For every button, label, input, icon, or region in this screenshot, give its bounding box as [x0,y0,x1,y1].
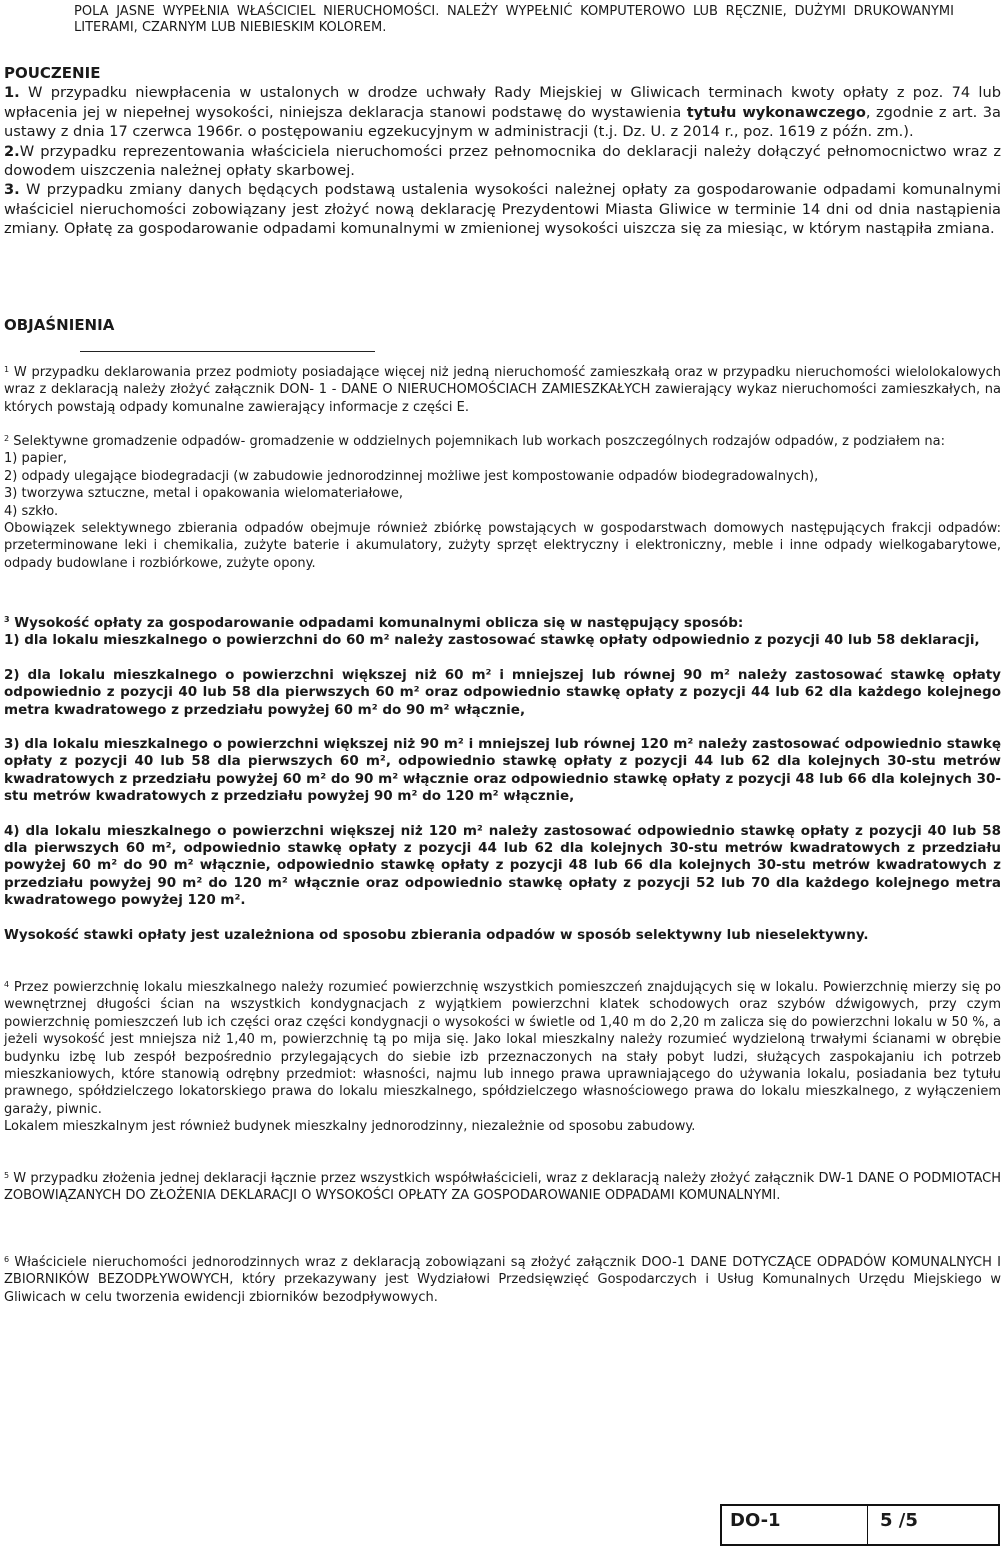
objasnienia-heading: OBJAŚNIENIA [4,316,115,334]
rate-rule-2: 2) dla lokalu mieszkalnego o powierzchni większej niż 60 m² i mniejszej lub równej 90 m² należy zastosować stawkę opłaty odpowiednio z pozycji 40 lub 58 dla pierwszych 60 m² oraz odpowiednio stawkę opłaty z pozycji 44 lub 62 dla każdego kolejnego metra kwadratowego z przedziału powyżej 60 m² do 90 m² włącznie, [4,666,1001,718]
rate-rule-4: 4) dla lokalu mieszkalnego o powierzchni większej niż 120 m² należy zastosować odpowiednio stawkę opłaty z pozycji 40 lub 58 dla pierwszych 60 m², odpowiednio stawkę opłaty z pozycji 44 lub 62 dla kolejnych 30-stu metrów kwadratowych z przedziału powyżej 60 m² do 90 m² włącznie, odpowiednio stawkę opłaty z pozycji 48 lub 66 dla kolejnych 30-stu metrów kwadratowych z przedziału powyżej 90 m² do 120 m² włącznie oraz odpowiednio stawkę opłaty z pozycji 52 lub 70 dla każdego kolejnego metra kwadratowego powyżej 120 m². [4,822,1001,909]
list-item: 4) szkło. [4,503,59,519]
rate-rule-1: 1) dla lokalu mieszkalnego o powierzchni do 60 m² należy zastosować stawkę opłaty odpowiednio z pozycji 40 lub 58 deklaracji, [4,632,980,649]
form-code: DO-1 [722,1506,868,1544]
rate-rule-3: 3) dla lokalu mieszkalnego o powierzchni większej niż 90 m² i mniejszej lub równej 120 m² należy zastosować odpowiednio stawkę opłaty z pozycji 40 lub 58 dla pierwszych 60 m², odpowiednio stawkę opłaty z pozycji 44 lub 62 dla kolejnych 30-stu metrów kwadratowych z przedziału powyżej 60 m² do 90 m² włącznie oraz odpowiednio stawkę opłaty z pozycji 48 lub 66 dla kolejnych 30-stu metrów kwadratowych z przedziału powyżej 90 m² do 120 m² włącznie, [4,736,1001,805]
pouczenie-section [4,64,1001,239]
list-item: 3) tworzywa sztuczne, metal i opakowania wielomateriałowe, [4,486,403,502]
pouczenie-item-2: 2.W przypadku reprezentowania właściciela nieruchomości przez pełnomocnika do deklaracji należy dołączyć pełnomocnictwo wraz z dowodem uiszczenia należnej opłaty skarbowej. [4,142,1001,180]
rate-closing-note: Wysokość stawki opłaty jest uzależniona od sposobu zbierania odpadów w sposób selektywny lub nieselektywny. [4,926,869,943]
footnote-3: $^3$ Wysokość opłaty za gospodarowanie odpadami komunalnymi oblicza się w następujący sposób: 1) dla lokalu mieszkalnego o powierzchni do 60 m² należy zastosować stawkę opłaty odpowiednio z pozycji 40 lub 58 deklaracji, 2) dla lokalu mieszkalnego o powierzchni większej niż 60 m² i mniejszej lub równej 90 m² należy zastosować stawkę opłaty odpowiednio z pozycji 40 lub 58 dla pierwszych 60 m² oraz odpowiednio stawkę opłaty z pozycji 44 lub 62 dla każdego kolejnego metra kwadratowego z przedziału powyżej 60 m² do 90 m² włącznie, 3) dla lokalu mieszkalnego o powierzchni większej niż 90 m² i mniejszej lub równej 120 m² należy zastosować odpowiednio stawkę opłaty z pozycji 40 lub 58 dla pierwszych 60 m², odpowiednio stawkę opłaty z pozycji 44 lub 62 dla kolejnych 30-stu metrów kwadratowych z przedziału powyżej 60 m² do 90 m² włącznie oraz odpowiednio stawkę opłaty z pozycji 48 lub 66 dla kolejnych 30-stu metrów kwadratowych z przedziału powyżej 90 m² do 120 m² włącznie, 4) dla lokalu mieszkalnego o powierzchni większej niż 120 m² należy zastosować odpowiednio stawkę opłaty z pozycji 40 lub 58 dla pierwszych 60 m², odpowiednio stawkę opłaty z pozycji 44 lub 62 dla kolejnych 30-stu metrów kwadratowych z przedziału powyżej 60 m² do 90 m² włącznie, odpowiednio stawkę opłaty z pozycji 48 lub 66 dla kolejnych 30-stu metrów kwadratowych z przedziału powyżej 90 m² do 120 m² włącznie oraz odpowiednio stawkę opłaty z pozycji 52 lub 70 dla każdego kolejnego metra kwadratowego powyżej 120 m². Wysokość stawki opłaty jest uzależniona od sposobu zbierania odpadów w sposób selektywny lub nieselektywny. [4,615,1001,943]
page-footer-box [720,1504,1000,1546]
footnote-5: $^5$ W przypadku złożenia jednej deklaracji łącznie przez wszystkich współwłaścicieli, wraz z deklaracją należy złożyć załącznik DW-1 DANE O PODMIOTACH ZOBOWIĄZANYCH DO ZŁOŻENIA DEKLARACJI O WYSOKOŚCI OPŁATY ZA GOSPODAROWANIE ODPADAMI KOMUNALNYMI. [4,1171,1001,1204]
fill-instruction-note: POLA JASNE WYPEŁNIA WŁAŚCICIEL NIERUCHOMOŚCI. NALEŻY WYPEŁNIĆ KOMPUTEROWO LUB RĘCZNIE, DUŻYMI DRUKOWANYMI LITERAMI, CZARNYM LUB NIEBIESKIM KOLOREM. [74,4,954,35]
footnote-4: $^4$ Przez powierzchnię lokalu mieszkalnego należy rozumieć powierzchnię wszystkich pomieszczeń znajdujących się w lokalu. Powierzchnię mierzy się po wewnętrznej długości ścian na wszystkich kondygnacjach z wyjątkiem powierzchni klatek schodowych oraz szybów dźwigowych, przy czym powierzchnię pomieszczeń lub ich części oraz części kondygnacji o wysokości w świetle od 1,40 m do 2,20 m zalicza się do powierzchni lokalu w 50 %, a jeżeli wysokość jest mniejsza niż 1,40 m, powierzchnię tą po mija się. Jako lokal mieszkalny należy rozumieć wydzieloną trwałymi ścianami w obrębie budynku izbę lub zespół bezpośrednio przylegających do siebie izb przeznaczonych na stały pobyt ludzi, służących zaspokajaniu ich potrzeb mieszkaniowych, które stanowią odrębny przedmiot: własności, najmu lub innego prawa uprawniającego do używania lokalu, posiadania bez tytułu prawnego, spółdzielczego lokatorskiego prawa do lokalu mieszkalnego, spółdzielczego własnościowego prawa do lokalu mieszkalnego, z wyłączeniem garaży, piwnic. Lokalem mieszkalnym jest również budynek mieszkalny jednorodzinny, niezależnie od sposobu zabudowy. [4,980,1001,1135]
footnote-separator [80,351,375,352]
list-item: 1) papier, [4,451,68,467]
list-item: 2) odpady ulegające biodegradacji (w zabudowie jednorodzinnej możliwe jest kompostowanie odpadów biodegradowalnych), [4,468,819,484]
footnote-2: $^2$ Selektywne gromadzenie odpadów- gromadzenie w oddzielnych pojemnikach lub workach poszczególnych rodzajów odpadów, z podziałem na: 1) papier, 2) odpady ulegające biodegradacji (w zabudowie jednorodzinnej możliwe jest kompostowanie odpadów biodegradowalnych), 3) tworzywa sztuczne, metal i opakowania wielomateriałowe, 4) szkło. Obowiązek selektywnego zbierania odpadów obejmuje również zbiórkę powstających w gospodarstwach domowych następujących frakcji odpadów: przeterminowane leki i chemikalia, zużyte baterie i akumulatory, zużyty sprzęt elektryczny i elektroniczny, meble i inne odpady wielkogabarytowe, odpady budowlane i rozbiórkowe, zużyte opony. [4,434,1001,571]
pouczenie-heading: POUCZENIE [4,64,101,82]
pouczenie-item-3: 3. W przypadku zmiany danych będących podstawą ustalenia wysokości należnej opłaty za gospodarowanie odpadami komunalnymi właściciel nieruchomości zobowiązany jest złożyć nową deklarację Prezydentowi Miasta Gliwice w terminie 14 dni od dnia nastąpienia zmiany. Opłatę za gospodarowanie odpadami komunalnymi w zmienionej wysokości uiszcza się za miesiąc, w którym nastąpiła zmiana. [4,181,1001,238]
footnote-1: $^1$ W przypadku deklarowania przez podmioty posiadające więcej niż jedną nieruchomość zamieszkałą oraz w przypadku nieruchomości wielolokalowych wraz z deklaracją należy złożyć załącznik DON- 1 - DANE O NIERUCHOMOŚCIACH ZAMIESZKAŁYCH zawierający wykaz nieruchomości zamieszkałych, na których powstają odpady komunalne zawierający informacje z części E. [4,365,1001,415]
page-number: 5 /5 [880,1510,918,1531]
footnote-6: $^6$ Właściciele nieruchomości jednorodzinnych wraz z deklaracją zobowiązani są złożyć załącznik DOO-1 DANE DOTYCZĄCE ODPADÓW KOMUNALNYCH I ZBIORNIKÓW BEZODPŁYWOWYCH, który przekazywany jest Wydziałowi Przedsięwzięć Gospodarczych i Usług Komunalnych Urzędu Miejskiego w Gliwicach w celu tworzenia ewidencji zbiorników bezodpływowych. [4,1255,1001,1305]
pouczenie-item-1: 1. W przypadku niewpłacenia w ustalonych w drodze uchwały Rady Miejskiej w Gliwicach terminach kwoty opłaty z poz. 74 lub wpłacenia jej w niepełnej wysokości, niniejsza deklaracja stanowi podstawę do wystawienia tytułu wykonawczego, zgodnie z art. 3a ustawy z dnia 17 czerwca 1966r. o postępowaniu egzekucyjnym w administracji (t.j. Dz. U. z 2014 r., poz. 1619 z późn. zm.). [4,84,1001,141]
